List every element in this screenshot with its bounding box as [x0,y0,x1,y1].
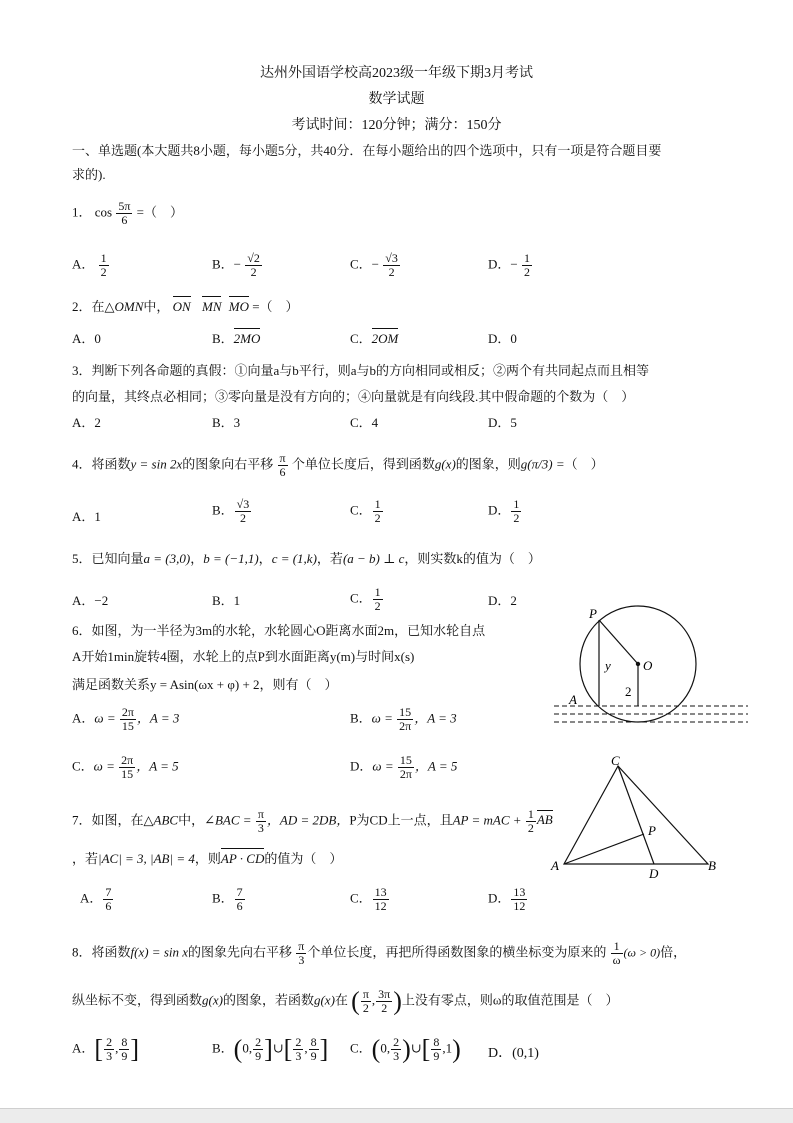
segment-ap [564,834,644,864]
q3-option-d[interactable] [488,414,517,432]
q2-option-b-value: 2MO [233,331,261,346]
q6-option-b-num: 15 [397,706,413,720]
q8-interval-b-den: 2 [381,1001,388,1015]
q5-option-b-label: B． [212,593,234,608]
q1-option-b[interactable] [212,252,263,279]
q8-option-c-tail: ,1 [442,1040,453,1056]
q2-vector-mo: MO [228,299,249,314]
q1-angle-num: 5π [118,199,131,213]
q4-gx: g(x) [434,456,456,472]
q7-option-d-label: D． [488,890,511,906]
q4-option-b-den: 2 [239,511,246,525]
q6-option-a-label: A． [72,710,95,726]
label-b: B [708,858,716,873]
q8-scale-num: 1 [611,940,623,954]
q8-interval-b-num: 3π [378,987,391,1001]
q4-option-d[interactable] [488,498,522,525]
question-3-line1: 3．判断下列各命题的真假：①向量a与b平行，则a与b的方向相同或相反；②两个有共同起点而且相等 [72,363,650,378]
q8-option-b[interactable]: B．(0, $\frac{2}{9}$ ]∪[ $\frac{2}{3}$ , $\frac{8}{9}$ ] [212,1034,329,1064]
q6-option-b-amp: ，A = 3 [414,710,457,726]
q5-option-d-label: D． [488,593,511,608]
q2-option-a-value: 0 [94,331,101,346]
question-8-line2: 纵坐标不变，得到函数g(x)的图象，若函数g(x)在 ( $\frac{\pi}{2}$ , $\frac{3\pi}{2}$ )上没有零点，则ω的取值范围是（ ） [72,986,619,1016]
q8-interval-open: ( [351,986,360,1016]
q8-option-a[interactable]: A．[ $\frac{2}{3}$ , $\frac{8}{9}$ ] [72,1034,139,1064]
q8-fx: f(x) = sin x [130,944,189,960]
page-bottom-bar [0,1108,793,1123]
q4-option-c-label: C． [350,502,372,518]
question-6-line2: A开始1min旋转4圈，水轮上的点P到水面距离y(m)与时间x(s) [72,649,415,664]
exam-title: 达州外国语学校高2023级一年级下期3月考试 [260,66,533,81]
q7-dot-product: AP · CD [220,851,265,866]
q1-option-d-label: D． [488,256,511,272]
q4-option-b-fraction [235,498,252,525]
q7-option-c-label: C． [350,890,372,906]
q3-option-c-value: 4 [371,415,379,430]
q3-option-b-value: 3 [233,415,241,430]
q5-part3: ，则实数k的值为（ ） [404,551,541,566]
q6-option-d-omega: ω = [372,758,394,774]
q5-option-c-fraction [373,586,383,613]
q8-option-b-num2: 2 [295,1035,302,1049]
q8-option-b-prefix: 0, [242,1040,253,1056]
q7-option-b-den: 6 [236,899,243,913]
q5-option-c-num: 1 [374,585,381,599]
q6-option-c[interactable] [72,754,179,781]
q8-option-c-union: ∪ [410,1040,422,1056]
q6-option-c-amp: ，A = 5 [136,758,179,774]
q5-condition: (a − b) ⊥ c [342,551,405,566]
q8-option-d[interactable] [488,1042,539,1062]
q1-option-c-num: √3 [385,251,398,265]
q8-line2-c: 在 [334,992,348,1008]
q1-option-c-den: 2 [388,265,395,279]
q1-option-b-fraction [245,252,262,279]
q7-ap-den: 2 [527,821,534,835]
question-4-stem [72,452,604,479]
q7-p-on-cd: P为CD上一点，且 [349,812,453,828]
q7-option-c-fraction [373,886,389,913]
q2-option-b-label: B． [212,331,234,346]
q6-option-a-omega: ω = [94,710,116,726]
q1-angle-den: 6 [121,213,128,227]
q8-option-c-open2: [ [421,1034,431,1064]
q7-option-c[interactable] [350,886,390,913]
q4-option-c[interactable] [350,498,384,525]
q8-option-a-open: [ [94,1034,104,1064]
q1-option-a-label: A． [72,256,95,272]
q6-option-a-amp: ，A = 3 [136,710,180,726]
q2-triangle: △OMN [104,299,144,314]
question-7-line2 [72,850,342,868]
q6-option-c-fraction [119,754,135,781]
q7-option-c-den: 12 [374,899,387,913]
q8-option-a-den1: 3 [106,1049,113,1063]
q2-option-c-value: 2OM [371,331,399,346]
q5-option-c[interactable] [350,586,384,613]
q7-part-a: 7．如图，在 [72,812,144,828]
q1-option-a[interactable] [72,252,110,279]
q2-number: 2．在 [72,299,105,314]
q6-option-b-den: 2π [399,719,412,733]
q5-option-d[interactable] [488,592,517,610]
q8-shift-fraction [296,940,306,967]
q8-option-a-den2: 9 [121,1049,128,1063]
q5-option-c-den: 2 [374,599,381,613]
q8-option-b-close1: ] [264,1034,273,1064]
question-7-line1 [72,808,553,835]
section-intro-line2: 求的). [72,167,106,182]
q2-option-d[interactable] [488,330,517,348]
q1-option-a-fraction [99,252,109,279]
q8-part-b: 的图象先向右平移 [188,944,293,960]
q7-line2-b: ，则 [194,851,221,866]
q7-option-a[interactable] [80,886,114,913]
question-3-line2: 的向量，其终点必相同；③零向量是没有方向的；④向量就是有向线段.其中假命题的个数为（ ） [72,389,635,404]
q8-shift-num: π [298,939,305,953]
q7-option-d-den: 12 [513,899,526,913]
q7-line2-c: 的值为（ ） [264,851,343,866]
q8-option-b-open: ( [233,1034,243,1064]
q1-option-b-num: √2 [247,251,260,265]
q5-option-a-value: −2 [94,593,109,608]
q7-part-b: 中， [178,812,205,828]
question-6-line3: 满足函数关系y = Asin(ωx + φ) + 2，则有（ ） [72,677,338,692]
q8-option-b-num3: 8 [310,1035,317,1049]
q7-option-d-fraction [511,886,527,913]
q7-option-a-fraction [103,886,113,913]
q2-option-a-label: A． [72,331,95,346]
q8-part-c: 个单位长度，再把所得函数图象的横坐标变为原来的 [307,944,607,960]
q3-option-d-label: D． [488,415,511,430]
q7-ad-relation: ，AD = 2DB， [266,812,350,828]
q2-mid: 中， [143,299,170,314]
q4-shift-den: 6 [279,465,286,479]
q1-angle-fraction [116,200,132,227]
q1-option-b-den: 2 [250,265,257,279]
q1-option-c[interactable] [350,252,401,279]
q8-part-a: 8．将函数 [72,944,131,960]
q7-option-b-num: 7 [236,885,243,899]
q4-g-at: g(π/3) = [520,456,565,472]
q2-option-c[interactable] [350,330,398,348]
q8-option-b-den1: 9 [255,1049,262,1063]
q6-option-d-label: D． [350,758,373,774]
q2-vector-mn: MN [201,299,222,314]
q8-shift-den: 3 [298,953,305,967]
q8-option-c-frac2 [431,1036,441,1063]
q3-option-c[interactable] [350,414,378,432]
label-p: P [589,606,597,621]
label-c: C [611,753,620,768]
q8-scale-condition: (ω > 0) [623,945,661,960]
q1-option-b-label: B． [212,256,234,272]
label-d: D [649,866,659,881]
q1-option-d-sign: − [510,256,518,272]
q6-option-c-num: 2π [121,753,134,767]
q1-option-a-num: 1 [100,251,107,265]
label-o: O [643,658,653,673]
question-2-stem [72,298,299,316]
q4-option-d-num: 1 [513,497,520,511]
q1-option-d-fraction [522,252,532,279]
q8-option-a-frac2 [119,1036,129,1063]
q2-vector-on: ON [172,299,191,314]
q5-option-c-label: C． [350,590,372,606]
q4-option-d-fraction [511,498,521,525]
q4-option-a-label: A． [72,509,95,524]
q2-option-c-label: C． [350,331,372,346]
label-a: A [569,692,577,707]
q8-option-b-den2: 3 [295,1049,302,1063]
q7-option-d-num: 13 [513,885,526,899]
q5-vector-b: b = (−1,1) [203,551,259,566]
q5-vector-c: c = (1,k) [271,551,317,566]
q8-line2-b: 的图象，若函数 [222,992,314,1008]
center-point-o [636,662,640,666]
q8-option-c-num1: 2 [393,1035,400,1049]
q4-option-a-value: 1 [94,509,101,524]
question-1-stem [72,200,183,227]
q8-interval-a [361,988,371,1015]
q1-option-d[interactable] [488,252,533,279]
q2-option-a[interactable] [72,330,101,348]
q3-option-c-label: C． [350,415,372,430]
q4-option-d-label: D． [488,502,511,518]
q7-option-d[interactable] [488,886,528,913]
q4-part4: 的图象，则 [455,456,521,472]
q8-option-d-label: D． [488,1046,513,1061]
q8-option-a-num2: 8 [121,1035,128,1049]
q6-option-d-amp: ，A = 5 [414,758,458,774]
q3-option-b-label: B． [212,415,234,430]
q1-suffix: =（ ） [136,204,184,220]
q8-option-c-close2: ) [452,1034,461,1064]
q7-angle-den: 3 [257,821,264,835]
q7-ap-num: 1 [527,807,534,821]
q3-option-d-value: 5 [510,415,517,430]
q8-option-c-num2: 8 [433,1035,440,1049]
q8-gx: g(x) [202,992,223,1008]
q7-option-b-label: B． [212,890,234,906]
q6-option-c-label: C． [72,758,94,774]
q4-part1: 4．将函数 [72,456,131,472]
q8-option-c[interactable] [350,1036,461,1063]
q4-option-d-den: 2 [513,511,520,525]
q2-option-d-value: 0 [510,331,517,346]
q7-ap-fraction [526,808,536,835]
q8-option-c-prefix: 0, [380,1040,391,1056]
q8-scale-fraction [611,940,623,967]
q8-option-b-close2: ] [319,1034,329,1064]
q6-option-c-omega: ω = [93,758,115,774]
q7-angle-num: π [257,807,264,821]
q8-option-d-value: (0,1) [512,1046,539,1061]
q8-option-b-num1: 2 [255,1035,262,1049]
q6-option-b-omega: ω = [371,710,393,726]
q8-interval-a-num: π [362,987,369,1001]
q3-option-a-value: 2 [94,415,101,430]
question-8-line1 [72,940,686,967]
q1-option-d-num: 1 [523,251,530,265]
q7-line2-condition: |AC| = 3, |AB| = 4 [98,851,195,866]
q4-option-b-label: B． [212,502,234,518]
q7-option-a-label: A． [80,890,103,906]
q7-option-b-fraction [235,886,245,913]
q4-shift-fraction [278,452,288,479]
q6-option-d-den: 2π [399,767,412,781]
q8-option-b-label: B． [212,1040,234,1056]
q8-interval-b [376,988,392,1015]
triangle-figure [548,752,728,882]
q3-option-b[interactable] [212,414,240,432]
q8-option-c-close1: ) [402,1034,411,1064]
q8-option-a-label: A． [72,1040,95,1056]
q3-option-a[interactable] [72,414,101,432]
q1-option-d-den: 2 [523,265,530,279]
label-y: y [605,658,611,673]
q1-option-c-label: C． [350,256,372,272]
label-p-tri: P [648,823,656,838]
q4-option-c-num: 1 [374,497,381,511]
q4-part3: 个单位长度后，得到函数 [291,456,435,472]
q6-option-b-fraction [397,706,413,733]
q7-angle-fraction [256,808,266,835]
q8-option-c-label: C． [350,1040,372,1056]
water-wheel-figure [552,600,752,740]
q2-tail: =（ ） [252,299,299,314]
q5-option-d-value: 2 [510,593,517,608]
q8-option-c-den1: 3 [393,1049,400,1063]
q6-option-d-fraction [398,754,414,781]
q8-option-a-frac1 [104,1036,114,1063]
q1-option-c-sign: − [371,256,380,272]
q5-vector-a: a = (3,0) [143,551,191,566]
q4-option-c-den: 2 [374,511,381,525]
q5-part2: ，若 [316,551,343,566]
q7-option-a-den: 6 [105,899,112,913]
q8-option-b-frac3 [309,1036,319,1063]
q8-option-c-open: ( [371,1034,381,1064]
q7-angle: ∠BAC = [204,812,252,828]
label-2: 2 [625,684,632,699]
q6-option-b-label: B． [350,710,372,726]
q4-option-c-fraction [373,498,383,525]
q8-option-c-frac1 [391,1036,401,1063]
q1-cos: cos [94,204,113,220]
exam-info: 考试时间：120分钟；满分：150分 [291,118,502,133]
q8-option-c-den2: 9 [433,1049,440,1063]
q8-line2-d: 上没有零点，则ω的取值范围是（ ） [401,992,619,1008]
q5-option-a[interactable] [72,592,108,610]
q1-number: 1． [72,204,92,220]
question-6-line1: 6．如图，为一半径为3m的水轮，水轮圆心O距离水面2m，已知水轮自点 [72,623,486,638]
q5-option-b[interactable] [212,592,240,610]
q6-option-d[interactable] [350,754,457,781]
q8-interval-close: ) [393,986,402,1016]
q4-option-b-num: √3 [236,497,250,511]
q3-option-a-label: A． [72,415,95,430]
q7-option-a-num: 7 [105,885,112,899]
q2-option-d-label: D． [488,331,511,346]
q8-line2-a: 纵坐标不变，得到函数 [72,992,203,1008]
q6-option-a-fraction [120,706,136,733]
q8-option-b-den3: 9 [310,1049,317,1063]
q8-option-a-close: ] [130,1034,139,1064]
q8-interval-a-den: 2 [362,1001,369,1015]
label-a-tri: A [551,858,559,873]
q4-shift-num: π [279,451,286,465]
q7-ap-tail: AB [536,812,553,828]
q7-ap-expression: AP = mAC + [452,812,522,828]
q4-option-a[interactable] [72,506,101,525]
q6-option-a[interactable] [72,706,179,733]
exam-subtitle: 数学试题 [368,92,425,107]
q6-option-a-den: 15 [121,719,134,733]
q8-option-b-frac1 [253,1036,263,1063]
section-intro-line1: 一、单选题(本大题共8小题，每小题5分，共40分．在每小题给出的四个选项中，只有一项是符合题目要 [72,143,662,158]
q8-part-d: 倍， [660,944,687,960]
q8-gx-2: g(x) [313,992,335,1008]
q8-option-b-frac2 [293,1036,303,1063]
q7-option-b[interactable] [212,886,246,913]
q5-part1: 5．已知向量 [72,551,144,566]
q6-option-b[interactable] [350,706,457,733]
q8-scale-den: ω [612,953,621,967]
q4-tail: （ ） [564,456,604,472]
q7-option-c-num: 13 [374,885,387,899]
q8-option-b-union: ∪ [272,1040,284,1056]
q6-option-a-num: 2π [121,705,134,719]
q6-option-c-den: 15 [121,767,134,781]
q1-option-c-fraction [383,252,400,279]
question-5-stem: 5．已知向量a = (3,0)，b = (−1,1)，c = (1,k)，若(a − b) ⊥ c，则实数k的值为（ ） [72,551,541,566]
q5-option-b-value: 1 [233,593,241,608]
q1-option-a-den: 2 [100,265,107,279]
q2-option-b[interactable] [212,330,260,348]
segment-cd [618,766,654,864]
q1-option-b-sign: − [233,256,242,272]
q6-option-d-num: 15 [398,754,414,768]
q4-part2: 的图象向右平移 [182,456,274,472]
q7-triangle: △ABC [143,812,179,828]
q4-function: y = sin 2x [130,456,183,472]
q4-option-b[interactable] [212,498,252,525]
q7-line2-a: ，若 [72,851,99,866]
q8-option-b-open2: [ [283,1034,293,1064]
q5-option-a-label: A． [72,593,95,608]
q8-option-a-num1: 2 [106,1035,113,1049]
